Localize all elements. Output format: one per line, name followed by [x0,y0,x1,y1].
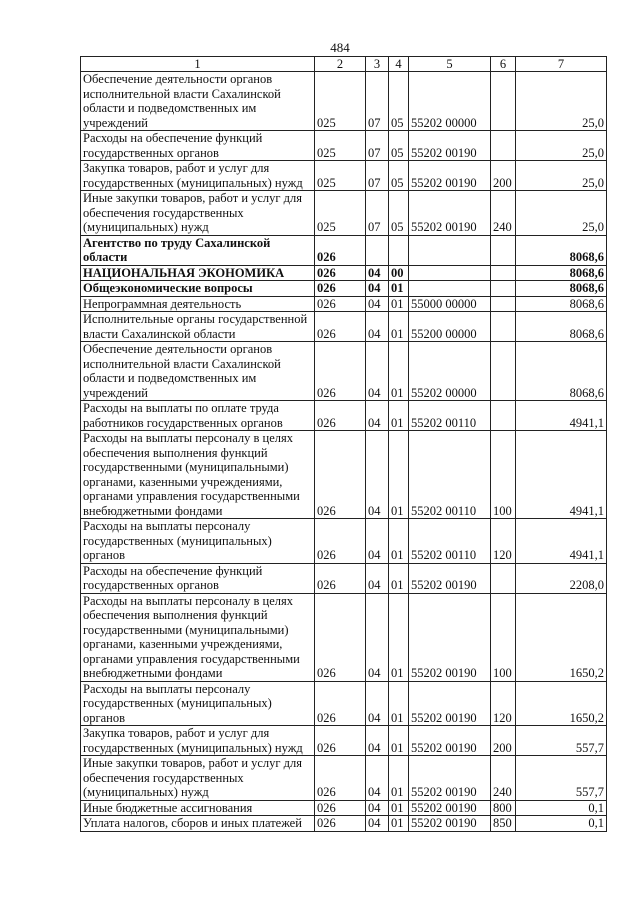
code-cell: 026 [315,281,366,297]
subsection-cell: 01 [389,800,409,816]
table-row [81,312,607,342]
subsection-cell: 01 [389,431,409,519]
code-cell: 025 [315,72,366,131]
amount-cell: 0,1 [516,800,607,816]
expense-type-cell: 120 [491,519,516,564]
target-article-cell: 55202 00190 [409,726,491,756]
table-row [81,401,607,431]
table-row [81,161,607,191]
subsection-cell: 05 [389,72,409,131]
expense-type-cell: 800 [491,800,516,816]
section-cell: 04 [366,726,389,756]
table-body [81,72,607,832]
column-header: 1 [81,57,315,72]
subsection-cell: 01 [389,563,409,593]
expense-type-cell [491,235,516,265]
amount-cell: 557,7 [516,726,607,756]
code-cell: 026 [315,431,366,519]
table-row [81,72,607,131]
subsection-cell: 01 [389,593,409,681]
code-cell: 026 [315,756,366,801]
section-cell: 07 [366,191,389,236]
section-cell: 04 [366,312,389,342]
expense-type-cell [491,281,516,297]
subsection-cell: 01 [389,681,409,726]
section-cell: 04 [366,342,389,401]
target-article-cell [409,235,491,265]
row-name-cell: Расходы на выплаты персоналу в целях обеспечения выполнения функций государственными (муниципальными) органами, казенными учреждениями, органами управления государственными внебюджетными фондами [81,593,315,681]
expense-type-cell [491,72,516,131]
section-cell: 07 [366,161,389,191]
expense-type-cell: 240 [491,191,516,236]
amount-cell: 8068,6 [516,312,607,342]
row-name-cell: Обеспечение деятельности органов исполнительной власти Сахалинской области и подведомственных им учреждений [81,72,315,131]
section-cell: 04 [366,296,389,312]
row-name-cell: Закупка товаров, работ и услуг для государственных (муниципальных) нужд [81,726,315,756]
amount-cell: 4941,1 [516,401,607,431]
amount-cell: 8068,6 [516,235,607,265]
target-article-cell: 55202 00190 [409,756,491,801]
table-row [81,431,607,519]
row-name-cell: Расходы на выплаты персоналу государственных (муниципальных) органов [81,681,315,726]
target-article-cell: 55202 00190 [409,563,491,593]
target-article-cell: 55202 00190 [409,131,491,161]
expense-type-cell: 240 [491,756,516,801]
amount-cell: 25,0 [516,191,607,236]
expense-type-cell [491,296,516,312]
section-cell: 04 [366,401,389,431]
row-name-cell: Общеэкономические вопросы [81,281,315,297]
code-cell: 026 [315,265,366,281]
target-article-cell: 55202 00190 [409,593,491,681]
target-article-cell: 55202 00190 [409,191,491,236]
code-cell: 026 [315,726,366,756]
target-article-cell: 55202 00000 [409,342,491,401]
column-header: 4 [389,57,409,72]
budget-table [80,56,607,832]
section-cell: 04 [366,681,389,726]
expense-type-cell: 200 [491,161,516,191]
code-cell: 025 [315,131,366,161]
row-name-cell: НАЦИОНАЛЬНАЯ ЭКОНОМИКА [81,265,315,281]
column-header: 3 [366,57,389,72]
table-row [81,281,607,297]
section-cell: 07 [366,72,389,131]
amount-cell: 0,1 [516,816,607,832]
section-cell: 04 [366,281,389,297]
section-cell: 04 [366,519,389,564]
column-header: 2 [315,57,366,72]
section-cell: 04 [366,265,389,281]
subsection-cell: 01 [389,296,409,312]
section-cell: 04 [366,756,389,801]
subsection-cell [389,235,409,265]
subsection-cell: 01 [389,519,409,564]
row-name-cell: Закупка товаров, работ и услуг для государственных (муниципальных) нужд [81,161,315,191]
table-row [81,593,607,681]
expense-type-cell [491,342,516,401]
amount-cell: 1650,2 [516,681,607,726]
subsection-cell: 01 [389,816,409,832]
row-name-cell: Непрограммная деятельность [81,296,315,312]
code-cell: 026 [315,235,366,265]
table-row [81,519,607,564]
table-row [81,342,607,401]
section-cell: 04 [366,431,389,519]
subsection-cell: 05 [389,131,409,161]
column-header: 6 [491,57,516,72]
expense-type-cell: 850 [491,816,516,832]
section-cell [366,235,389,265]
amount-cell: 25,0 [516,131,607,161]
subsection-cell: 01 [389,281,409,297]
row-name-cell: Расходы на обеспечение функций государственных органов [81,131,315,161]
row-name-cell: Обеспечение деятельности органов исполнительной власти Сахалинской области и подведомственных им учреждений [81,342,315,401]
code-cell: 025 [315,161,366,191]
target-article-cell: 55202 00190 [409,161,491,191]
subsection-cell: 00 [389,265,409,281]
amount-cell: 25,0 [516,72,607,131]
table-row [81,265,607,281]
target-article-cell [409,265,491,281]
table-row [81,563,607,593]
expense-type-cell: 100 [491,593,516,681]
row-name-cell: Расходы на выплаты персоналу в целях обеспечения выполнения функций государственными (муниципальными) органами, казенными учреждениями, органами управления государственными внебюджетными фондами [81,431,315,519]
row-name-cell: Исполнительные органы государственной власти Сахалинской области [81,312,315,342]
table-row [81,681,607,726]
row-name-cell: Уплата налогов, сборов и иных платежей [81,816,315,832]
code-cell: 026 [315,800,366,816]
row-name-cell: Расходы на выплаты персоналу государственных (муниципальных) органов [81,519,315,564]
subsection-cell: 01 [389,401,409,431]
code-cell: 026 [315,296,366,312]
code-cell: 026 [315,816,366,832]
table-row [81,816,607,832]
code-cell: 026 [315,681,366,726]
column-header: 7 [516,57,607,72]
amount-cell: 25,0 [516,161,607,191]
target-article-cell: 55202 00110 [409,519,491,564]
amount-cell: 8068,6 [516,281,607,297]
target-article-cell: 55202 00110 [409,401,491,431]
target-article-cell: 55200 00000 [409,312,491,342]
code-cell: 026 [315,342,366,401]
expense-type-cell [491,131,516,161]
amount-cell: 8068,6 [516,265,607,281]
target-article-cell: 55202 00190 [409,681,491,726]
column-header-row [81,57,607,72]
target-article-cell: 55202 00000 [409,72,491,131]
table-row [81,296,607,312]
expense-type-cell [491,265,516,281]
table-row [81,800,607,816]
row-name-cell: Агентство по труду Сахалинской области [81,235,315,265]
amount-cell: 1650,2 [516,593,607,681]
section-cell: 04 [366,593,389,681]
page-number: 484 [330,40,350,55]
target-article-cell: 55202 00190 [409,816,491,832]
subsection-cell: 01 [389,342,409,401]
target-article-cell [409,281,491,297]
subsection-cell: 01 [389,756,409,801]
amount-cell: 557,7 [516,756,607,801]
table-row [81,131,607,161]
expense-type-cell [491,401,516,431]
code-cell: 026 [315,593,366,681]
row-name-cell: Расходы на выплаты по оплате труда работников государственных органов [81,401,315,431]
table-row [81,726,607,756]
row-name-cell: Иные бюджетные ассигнования [81,800,315,816]
amount-cell: 8068,6 [516,342,607,401]
section-cell: 04 [366,800,389,816]
code-cell: 026 [315,312,366,342]
section-cell: 04 [366,563,389,593]
code-cell: 025 [315,191,366,236]
target-article-cell: 55202 00110 [409,431,491,519]
subsection-cell: 01 [389,726,409,756]
expense-type-cell: 200 [491,726,516,756]
code-cell: 026 [315,563,366,593]
section-cell: 04 [366,816,389,832]
target-article-cell: 55000 00000 [409,296,491,312]
row-name-cell: Иные закупки товаров, работ и услуг для обеспечения государственных (муниципальных) нужд [81,756,315,801]
amount-cell: 2208,0 [516,563,607,593]
amount-cell: 8068,6 [516,296,607,312]
subsection-cell: 05 [389,161,409,191]
expense-type-cell [491,312,516,342]
section-cell: 07 [366,131,389,161]
amount-cell: 4941,1 [516,431,607,519]
row-name-cell: Иные закупки товаров, работ и услуг для обеспечения государственных (муниципальных) нужд [81,191,315,236]
subsection-cell: 05 [389,191,409,236]
code-cell: 026 [315,401,366,431]
table-row [81,191,607,236]
target-article-cell: 55202 00190 [409,800,491,816]
expense-type-cell: 120 [491,681,516,726]
table-row [81,756,607,801]
column-header: 5 [409,57,491,72]
code-cell: 026 [315,519,366,564]
row-name-cell: Расходы на обеспечение функций государственных органов [81,563,315,593]
table-row [81,235,607,265]
expense-type-cell: 100 [491,431,516,519]
amount-cell: 4941,1 [516,519,607,564]
expense-type-cell [491,563,516,593]
subsection-cell: 01 [389,312,409,342]
